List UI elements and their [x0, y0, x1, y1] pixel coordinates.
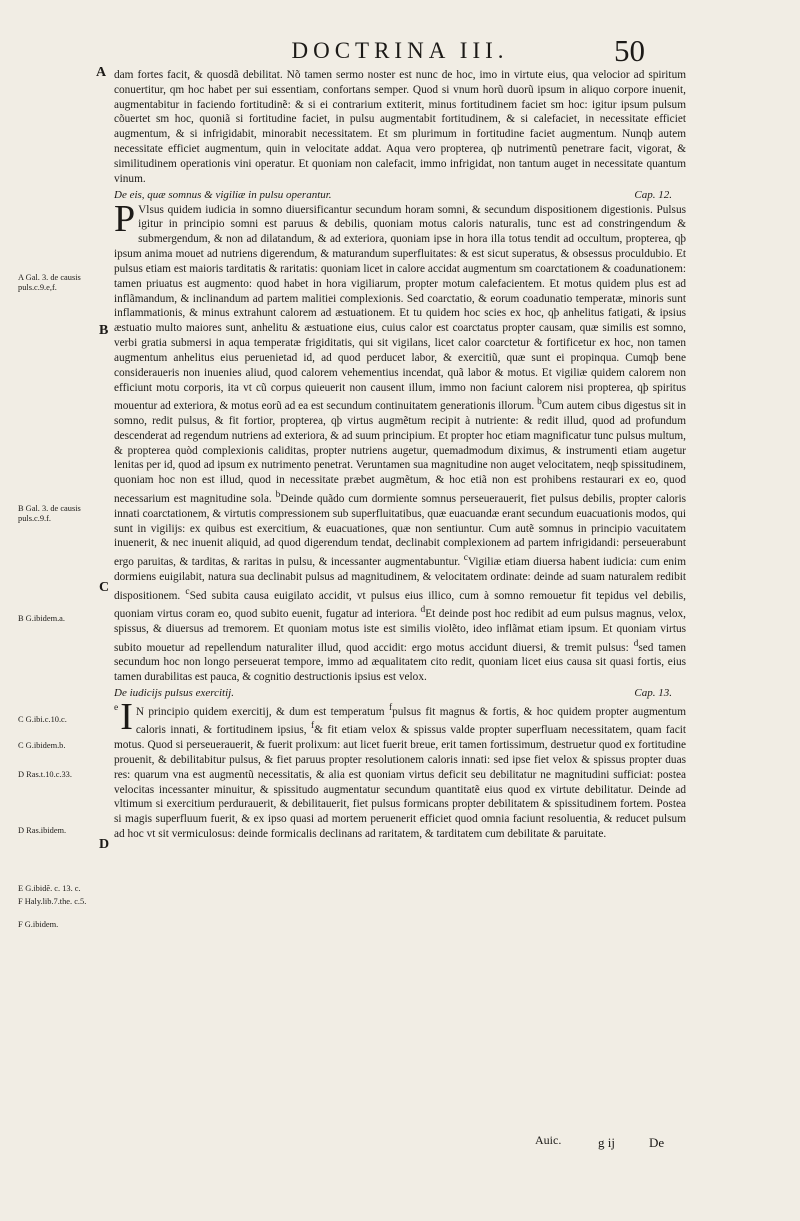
chapter-title: De eis, quæ somnus & vigiliæ in pulsu operantur.: [114, 188, 332, 201]
text-run: Et deinde post hoc redibit ad eum pulsus magnus, velox, spissus, & diuersus ad tremorem. Et quoniam motus iste est similis violẽto, ideo inflãmat etiam ipsum. Et quoniam virtus subito mouetur ad repellendum naturaliter illud, quod accidit: ergo motus accidunt diuersi, & tremit pulsus:: [114, 607, 686, 654]
text-run: N principio quidem exercitij, & dum est temperatum: [135, 705, 389, 718]
text-run: Sed subita causa euigilato accidit, vt pulsus eius illico, cum à somno remouetur fit tepidus vel debilis, quoniam virtus coram eo, quod subito euenit, fugatur ad interiora.: [114, 589, 686, 620]
drop-capital: P: [114, 197, 136, 240]
next-page-word: De: [649, 1135, 665, 1150]
signature-mark: g ij: [598, 1135, 615, 1150]
note-reference: b: [537, 397, 542, 408]
main-text-column: [114, 68, 686, 842]
text-run: Vlsus quidem iudicia in somno diuersificantur secundum horam somni, & secundum dispositionem digestionis. Pulsus igitur in principio somni est paruus & debilis, quoniam motus caloris naturalis, tunc est ad constringendum & submergendum, & non ad dilatandum, & ad exteriora, quoniam ipse in hora illa totus tendit ad occultum, propterea, qþ ipsum anima mouet ad nutriens digerendum, & maturandum superfluitates: & est sicut superatus, & obsessus proculdubio. Et pulsus etiam est maioris tarditatis & raritatis: quoniam licet in calore accidat augmentum sm coarctationem & coadunationem: tamen priuatus est augmento: quod habet in hora vigiliarum, propter motum calefacientem. Et motus quidem plus est ad inflãmandum, & inclinandum ad partem malitiei complexionis. Sed coarctatio, & eorum coadunatio temperatæ, minoris sunt inflammationis, & minus extrahunt calorem ad æstuationem. Et tu quidem hoc scies ex hoc, qþ anhelitus fatigati, & ipsius æstuatio multo maiores sunt, anhelitu & æstuatione eius, cuius calor est coarctatus propter causam, quæ similis est somno, verbi gratia submersi in aqua temperatæ frigiditatis, qui sit vigilans, licet calor coarctetur & fortificetur ex hoc, non tamen augmentum anhelitus eius peruenietad id, ad quod perducet labor, & exercitiũ, quæ sunt ei propinqua. Cumqþ bene consideraueris non inuenies aliud, quod calorem vehementius incendat, quã labor & motus. Et vigiliæ quidem calorem non efficiunt motu corporis, ita vt cũ corpus quieuerit non causent illum, immo non faciunt calorem nisi propterea, qþ spiritus mouentur ad exteriora, & motus eorũ ad ea est secundum continuitatem generationis illorum.: [114, 203, 686, 413]
text-run: & fit etiam velox & spissus valde propter superfluam necessitatem, quam facit motus. Quod si perseuerauerit, & fuerit prolixum: aut licet fuerit breue, erit tamen fortissimum, destruetur quod ex fortitudine prouenit, & debilitabitur pulsus, & fiet paruus propter resolutionem caloris innati: sed ipse fiet velox & spissus propter duas res: quarum vna est augmentũ necessitatis, & alia est quoniam virtus deficit seu debilitatur ne magnitudini sufficiat: postea velocitas incessanter minuitur, & spissitudo augmentatur secundum quantitatẽ eius quod ex virtute debilitatur. Deinde ad vltimum si exercitium perdurauerit, & debilitauerit, fiet pulsus formicans propter debilitatem & spissitudinem fortem. Postea si magis superfluum fuerit, & ex ipso quasi ad mortem peruenerit efficiet quod omnia faciunt resoluentia, & reducet pulsum ad hoc vt sit vermiculosus: deinde formicalis declinans ad raritatem, & tarditatem cum debilitate & paruitate.: [114, 724, 686, 841]
marginal-note: A Gal. 3. de causis puls.c.9.e,f.: [18, 273, 81, 292]
marginal-note: F G.ibidem.: [18, 920, 59, 929]
text-run: Deinde quãdo cum dormiente somnus perseuerauerit, fiet pulsus debilis, propter caloris innati coarctationem, & virtutis compressionem sub superfluitatibus, quæ euacuandæ erant secundum euacuationis modos, qui sunt in vigilijs: ex quibus est exercitium, & euacuationes, quæ non sentiuntur. Cum autẽ somnus in principio vacuitatem inuenerit, & nec inuenit aliquid, ad quod digerendum tendat, declinabit complexionem ad partem infrigidandi: perseuerabunt ergo paruitas, & tarditas, & raritas in pulsu, & incessanter augmentabuntur.: [114, 492, 686, 568]
marginal-note: C G.ibidem.b.: [18, 741, 66, 750]
marginal-note: C G.ibi.c.10.c.: [18, 715, 67, 724]
chapter-heading: [114, 686, 686, 700]
marginal-note: D Ras.t.10.c.33.: [18, 770, 72, 779]
section-marker-c: C: [99, 580, 110, 595]
marginal-note: F Haly.lib.7.the. c.5.: [18, 897, 87, 906]
text-run: sed tamen secundum hoc non longo perseuerat tempore, immo ad æqualitatem cito redit, quoniam licet eius causa sit quasi fortis, eius tamen durabilitas est pauca, & cognitio destructionis ipsius est velox.: [114, 641, 686, 684]
running-head: DOCTRINA III.: [291, 38, 509, 63]
folio-number: 50: [614, 33, 645, 68]
note-reference: d: [420, 605, 426, 616]
note-reference: e: [114, 702, 119, 713]
paragraph: [114, 695, 686, 842]
text-run: Vigiliæ etiam diuersa habent iudicia: cum enim dormiens euigilabit, natura sua declinabit pulsus ad magnitudinem, & velocitatem ordinate: deinde ad suam naturalem redibit dispositionem.: [114, 555, 686, 602]
note-reference: f: [388, 702, 393, 713]
note-reference: b: [275, 490, 281, 501]
chapter-number: Cap. 13.: [634, 686, 672, 699]
section-marker-b: B: [99, 323, 109, 338]
drop-capital: I: [120, 695, 133, 738]
catchword: Auic.: [535, 1133, 562, 1147]
marginal-note: B G.ibidem.a.: [18, 614, 65, 623]
note-reference: c: [185, 586, 190, 597]
paragraph: [114, 197, 687, 685]
section-marker-a: A: [96, 65, 107, 80]
note-reference: f: [310, 721, 315, 732]
note-reference: d: [633, 638, 639, 649]
chapter-number: Cap. 12.: [634, 188, 672, 201]
text-run: pulsus fit magnus & fortis, & hoc quidem propter augmentum caloris innati, & fortitudinem ipsius,: [135, 705, 686, 737]
marginal-note: D Ras.ibidem.: [18, 826, 67, 835]
chapter-heading: [114, 188, 686, 202]
chapter-title: De iudicijs pulsus exercitij.: [114, 686, 234, 699]
text-run: Cum autem cibus digestus sit in somno, redit pulsus, & fit fortior, propterea, qþ virtus augmẽtum recipit à nutriente: & redit illud, quod ad profundum descenderat ad regendum nutriens ad exteriora, & ad suum principium. Et propter hoc etiam magnificatur tunc pulsus multum, & propterea quòd complexionis caliditas, propter nutriens augetur, quemadmodum diximus, & instrumenti etiam augetur lenitas per id, quod ad ipsum ex nutrimento penetrat. Veruntamen sua magnitudine non auget velocitatem, neqþ spissitudinem, quoniam hoc non est illud, quod in necessitate præbet augmẽtum, & hoc etiã non est prohibens restaurari ex eo, quod necessarium est magnitudine sola.: [114, 400, 687, 505]
marginal-note: B Gal. 3. de causis puls.c.9.f.: [18, 504, 81, 523]
marginal-note: E G.ibidẽ. c. 13. c.: [18, 884, 81, 893]
section-marker-d: D: [99, 837, 110, 852]
paragraph: dam fortes facit, & quosdã debilitat. Nõ tamen sermo noster est nunc de hoc, imo in virtute eius, qua velocior ad spiritum conuertitur, qm hoc habet per sui essentiam, confortans semper. Quod si vnum horũ duorũ ipsum in aliquo corpore inuenit, augmentabitur in faciendo fortitudinẽ: & si ei contrarium extiterit, minus fortitudinem faciet sm hoc: igitur ipsum pulsum cõuertet sm hoc, quoniã si fortitudine faciet, in pulsu augmentabit fortitudinem, & si calefaciet, in necessitate efficiet augmentum, & si infrigidabit, minorabit necessitatem. Et sm plurimum in fortitudine faciet augmentum. Nunqþ autem necessitate efficiet augmentum, quin in velocitate addat. Aqua vero propterea, qþ nutrimentũ penetrare facit, vigorat, & similitudinem operationis vini operatur. Et quoniam non calefacit, immo infrigidat, non tantum auget in necessitate quantum vinum.: [114, 69, 686, 185]
note-reference: c: [463, 553, 468, 564]
